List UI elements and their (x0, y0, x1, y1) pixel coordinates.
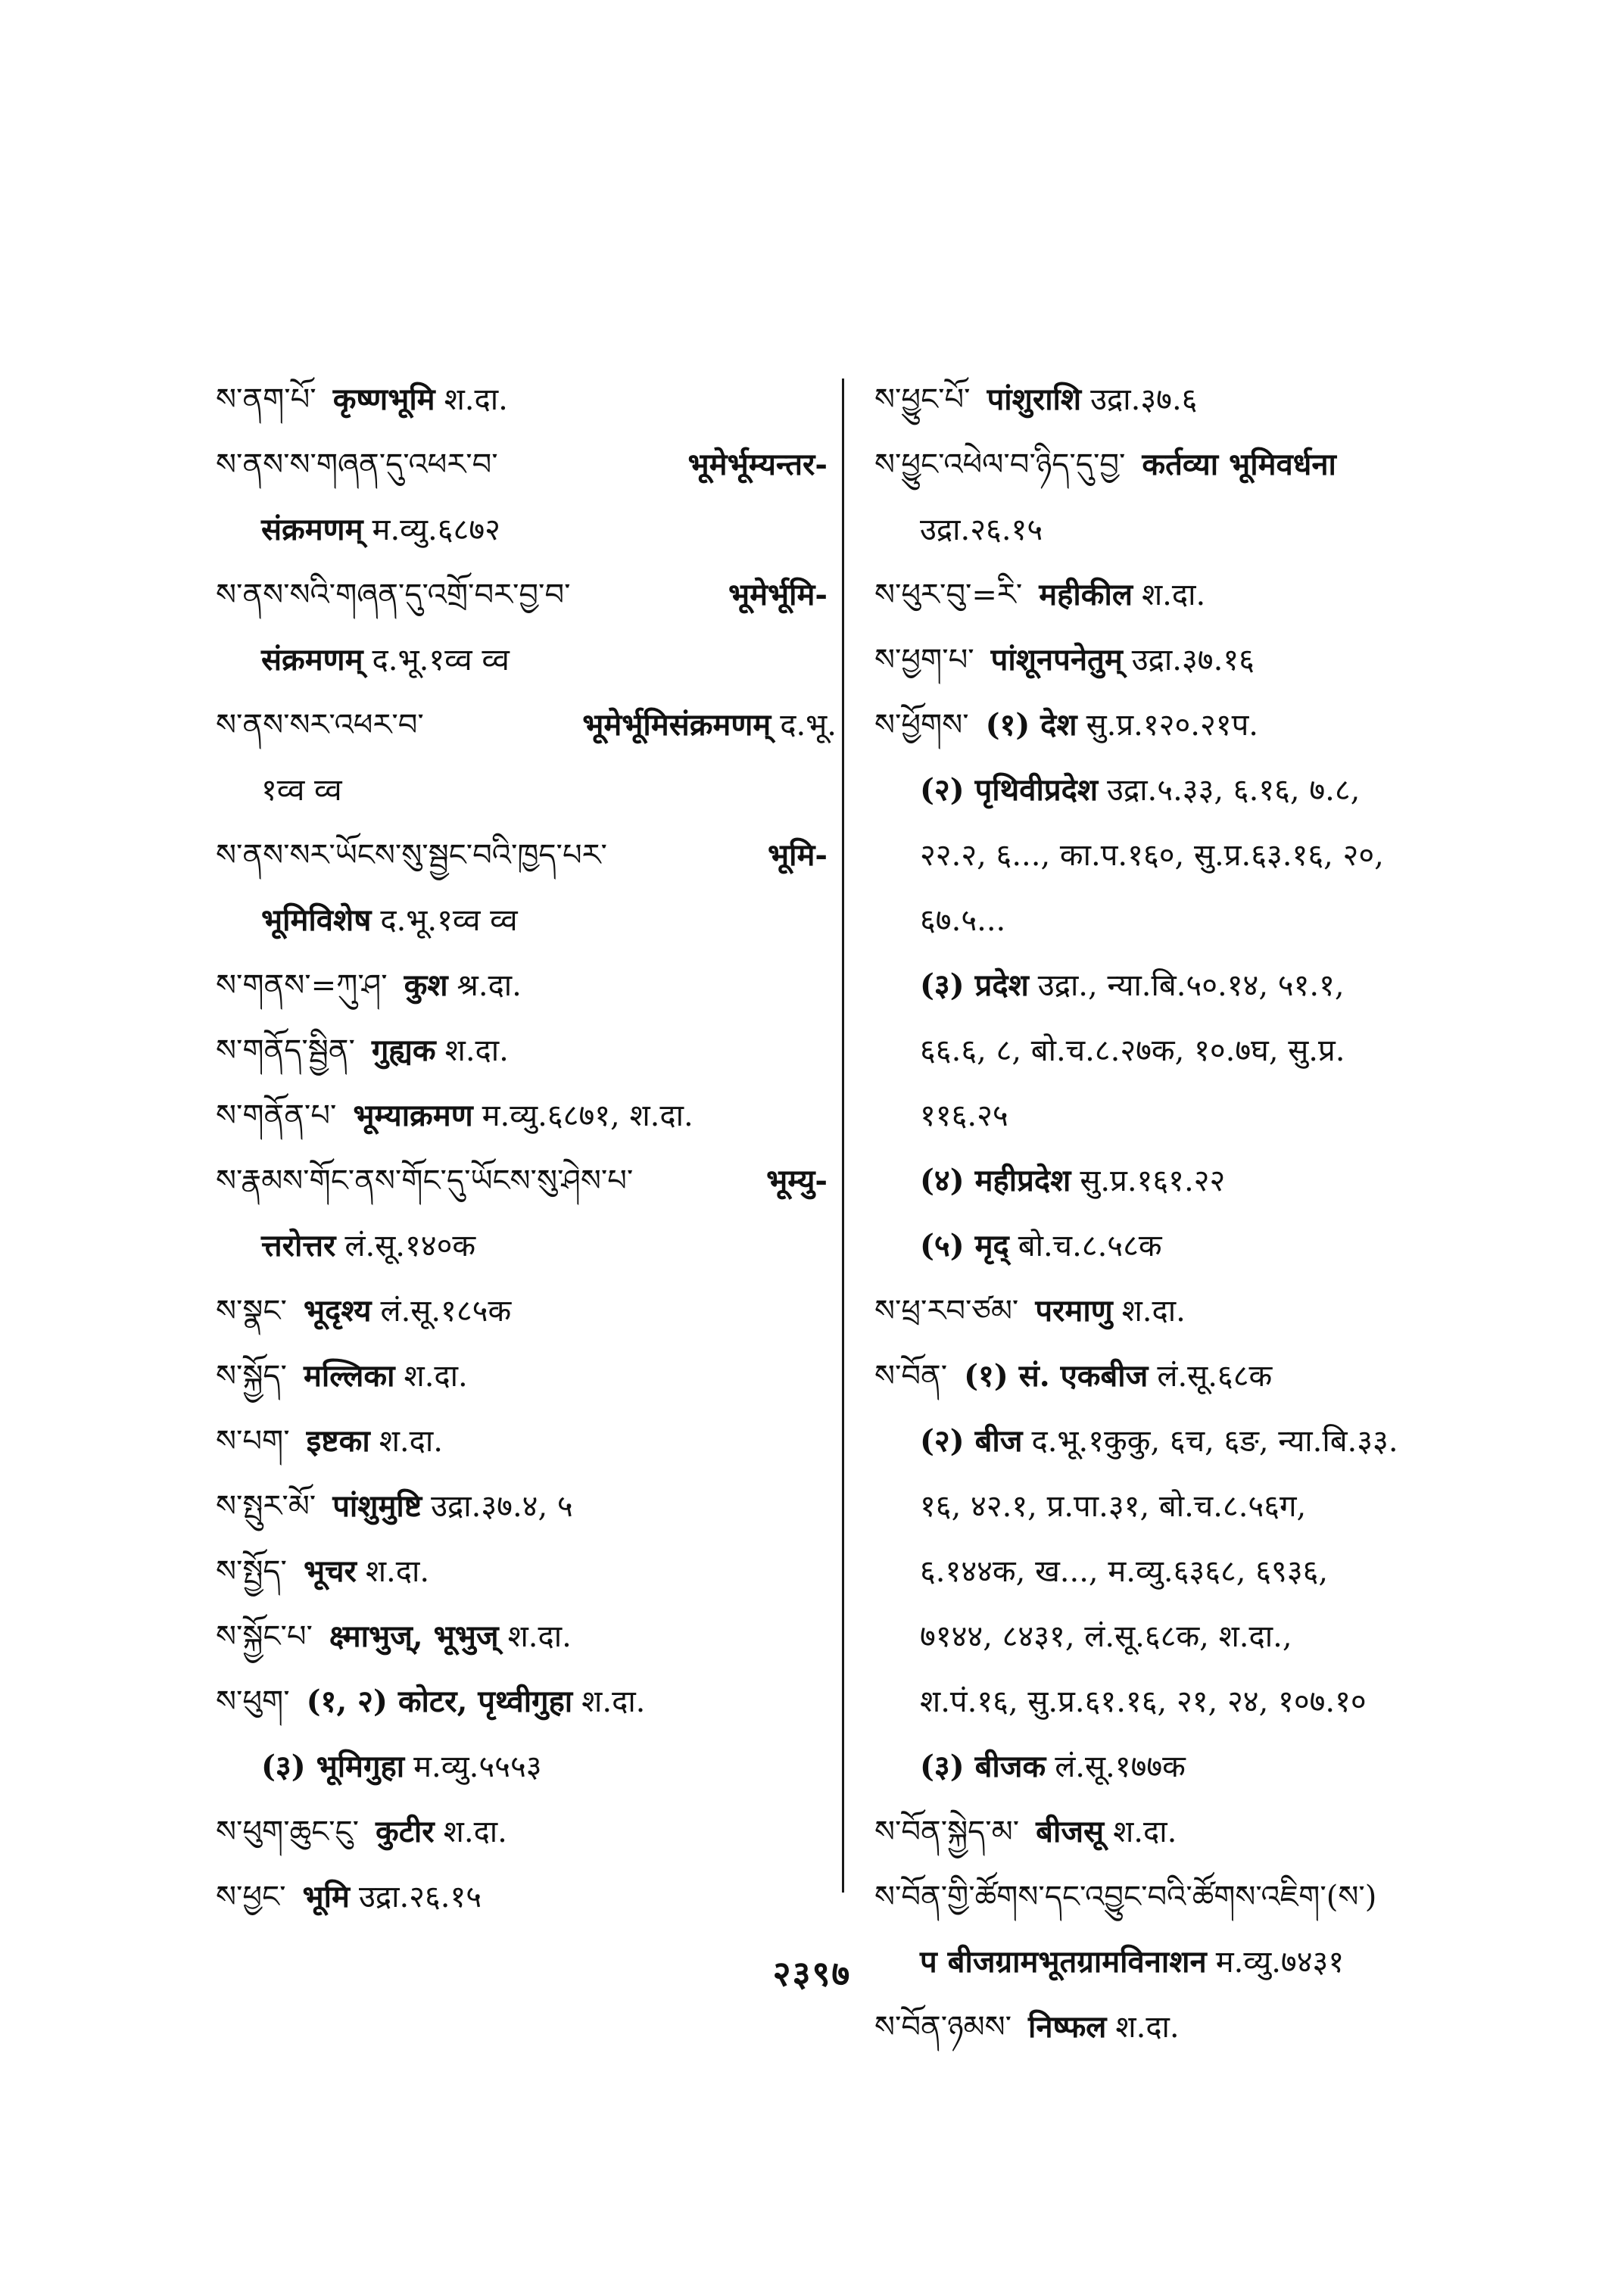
sanskrit-gloss: पांशुमुष्टि (332, 1488, 422, 1524)
source-reference: उद्रा.३७.१६ (1131, 643, 1255, 678)
dictionary-entry-line (216, 1279, 837, 1344)
sanskrit-gloss: (२) बीज (920, 1423, 1023, 1459)
dictionary-entry-line (874, 888, 1473, 953)
tibetan-headword: ས་ནས་སར་ཡོངས་སུ་སྦྱང་བའི་ཁྱད་པར་ (216, 838, 607, 873)
sanskrit-gloss: (१) सं. एकबीज (964, 1358, 1149, 1394)
tibetan-headword: ས་ནག་པོ་ (216, 382, 316, 417)
dictionary-entry-line (216, 1018, 837, 1083)
dictionary-entry-line (874, 367, 1473, 432)
entry-definition (372, 1018, 509, 1083)
source-reference: उद्रा.२६.१५ (358, 1880, 482, 1914)
dictionary-entry-line (216, 432, 837, 497)
entry-definition (307, 1669, 646, 1734)
entry-definition (261, 497, 500, 562)
sanskrit-gloss: गुह्यक (371, 1033, 436, 1068)
dictionary-entry-line (216, 1734, 837, 1799)
source-reference: ११६.२५ (920, 1098, 1008, 1133)
source-reference: ६७.५... (920, 903, 1006, 938)
entry-definition (920, 823, 1384, 888)
source-reference: श.दा. (1141, 578, 1206, 612)
entry-definition (1142, 432, 1345, 497)
entry-definition (920, 1734, 1186, 1799)
tibetan-headword: ས་ཕྱུང་པོ་ (874, 382, 971, 417)
dictionary-entry-line (874, 1995, 1473, 2060)
entry-definition (304, 1539, 429, 1604)
dictionary-entry-line (216, 1409, 837, 1474)
source-reference: श.दा. (444, 1033, 509, 1068)
sanskrit-gloss: निष्फल (1028, 2009, 1107, 2045)
dictionary-entry-line (874, 1344, 1473, 1409)
entry-definition (768, 823, 837, 888)
dictionary-entry-line (874, 1865, 1473, 1930)
tibetan-headword: ས་ཕྱོགས་ (874, 708, 969, 743)
source-reference: श.दा. (379, 1424, 443, 1459)
source-reference: श.दा. (443, 1815, 507, 1849)
sanskrit-gloss: (४) महीप्रदेश (920, 1163, 1071, 1198)
dictionary-entry-line (874, 1669, 1473, 1734)
entry-definition (920, 1604, 1292, 1669)
entry-definition (920, 1018, 1345, 1083)
source-reference: म.व्यु.७४३१ (1215, 1945, 1345, 1980)
left-column (216, 367, 837, 1930)
source-reference: श.दा. (404, 1359, 468, 1394)
sanskrit-gloss: कुश (404, 967, 448, 1003)
sanskrit-gloss: (१, २) कोटर, पृथ्वीगुहा (306, 1684, 573, 1719)
entry-definition (920, 1669, 1367, 1734)
entry-definition (920, 1148, 1225, 1213)
entry-definition (304, 1344, 468, 1409)
dictionary-entry-line (874, 497, 1473, 562)
dictionary-entry-line (216, 693, 837, 758)
dictionary-entry-line (216, 1799, 837, 1865)
sanskrit-gloss: भूम्यु- (766, 1163, 828, 1198)
sanskrit-gloss: प बीजग्रामभूतग्रामविनाशन (920, 1944, 1207, 1980)
tibetan-headword: ས་སྐྱོད་ (216, 1359, 287, 1394)
entry-definition (991, 628, 1255, 693)
entry-definition (920, 953, 1345, 1018)
tibetan-headword: ས་སྤྱོད་ (216, 1554, 287, 1589)
entry-definition (261, 758, 342, 823)
tibetan-headword: ས་གནོད་སྦྱིན་ (216, 1033, 355, 1068)
sanskrit-gloss: भूचर (303, 1553, 357, 1589)
dictionary-entry-line (874, 1213, 1473, 1279)
entry-definition (404, 953, 522, 1018)
source-reference: द.भू. (780, 708, 837, 743)
dictionary-entry-line (874, 1409, 1473, 1474)
tibetan-headword: ས་སྤུར་མོ་ (216, 1489, 316, 1524)
source-reference: लं.सू.६८क (1157, 1359, 1273, 1394)
entry-definition (1039, 562, 1205, 628)
source-reference: श.दा. (1113, 1815, 1177, 1849)
dictionary-entry-line (874, 1539, 1473, 1604)
entry-definition (920, 1409, 1398, 1474)
source-reference: श्र.दा. (457, 968, 522, 1003)
source-reference: उद्रा.३७.४, ५ (431, 1489, 573, 1524)
entry-definition (261, 1213, 475, 1279)
entry-definition (920, 1213, 1162, 1279)
dictionary-entry-line (874, 1474, 1473, 1539)
source-reference: म.व्यु.६८७२ (372, 512, 500, 547)
tibetan-headword: ས་བོན་གྱི་ཚོགས་དང་འབྱུང་བའི་ཚོགས་འཇིག་(ས་) (874, 1880, 1377, 1914)
sanskrit-gloss: त्तरोत्तर (261, 1228, 336, 1263)
source-reference: २२.२, ६..., का.प.१६०, सु.प्र.६३.१६, २०, (920, 838, 1384, 873)
source-reference: ७१४४, ८४३१, लं.सू.६८क, श.दा., (920, 1619, 1292, 1654)
dictionary-entry-line (874, 758, 1473, 823)
entry-definition (986, 693, 1258, 758)
entry-definition (964, 1344, 1272, 1409)
tibetan-headword: ས་ཕུག་ (216, 1684, 290, 1719)
source-reference: उद्रा., न्या.बि.५०.१४, ५१.१, (1037, 968, 1345, 1003)
sanskrit-gloss: भूमिविशेष (261, 902, 372, 938)
dictionary-entry-line (874, 432, 1473, 497)
entry-definition (920, 497, 1043, 562)
dictionary-entry-line (874, 953, 1473, 1018)
sanskrit-gloss: भूमि (302, 1879, 350, 1914)
dictionary-entry-line (216, 497, 837, 562)
entry-definition (920, 1083, 1008, 1148)
source-reference: श.दा. (365, 1554, 430, 1589)
right-column (874, 367, 1473, 2060)
source-reference: द.भू.१व्व व्व (380, 903, 518, 938)
source-reference: म.व्यु.५५५३ (413, 1749, 542, 1784)
sanskrit-gloss: भूदृश्य (303, 1293, 372, 1329)
source-reference: उद्रा.३७.६ (1090, 382, 1198, 417)
tibetan-headword: ས་ནས་ས་གཞན་དུ་འཕར་བ་ (216, 447, 498, 482)
tibetan-headword: ས་ཕུར་བུ་=རི་ (874, 578, 1023, 612)
source-reference: श.दा. (1115, 2010, 1180, 2045)
dictionary-entry-line (216, 1474, 837, 1539)
sanskrit-gloss: (३) बीजक (920, 1749, 1046, 1784)
entry-definition (987, 367, 1198, 432)
entry-definition (376, 1799, 507, 1865)
tibetan-headword: ས་གནོན་པ་ (216, 1098, 337, 1133)
column-divider (842, 379, 844, 1893)
entry-definition (688, 432, 837, 497)
dictionary-entry-line (874, 1279, 1473, 1344)
source-reference: श.दा. (444, 382, 508, 417)
dictionary-entry-line (216, 1539, 837, 1604)
tibetan-headword: ས་གནས་=ཀུ་ཤ་ (216, 968, 388, 1003)
tibetan-headword: ས་བོན་ཉམས་ (874, 2010, 1011, 2045)
entry-definition (329, 1604, 572, 1669)
dictionary-entry-line (216, 1865, 837, 1930)
tibetan-headword: ས་ནས་སར་འཕར་བ་ (216, 708, 424, 743)
tibetan-headword: ས་རྣམས་གོང་ནས་གོང་དུ་ཡོངས་སུ་ཤེས་པ་ (216, 1164, 634, 1198)
dictionary-entry-line (216, 628, 837, 693)
entry-definition (261, 628, 510, 693)
tibetan-headword: ས་བོན་ (874, 1359, 948, 1394)
entry-definition (920, 888, 1005, 953)
dictionary-entry-line (874, 628, 1473, 693)
sanskrit-gloss: महीकील (1039, 577, 1133, 612)
dictionary-entry-line (874, 1018, 1473, 1083)
tibetan-headword: ས་ཕྱུང་འཕེལ་བ་ཉིད་དུ་བྱ་ (874, 447, 1126, 482)
tibetan-headword: ས་ནས་སའི་གཞན་དུ་འགྲོ་བར་བྱ་བ་ (216, 578, 571, 612)
source-reference: लं.सू.१४०क (344, 1229, 476, 1263)
dictionary-entry-line (874, 1148, 1473, 1213)
sanskrit-gloss: (१) देश (985, 707, 1077, 743)
dictionary-entry-line (216, 367, 837, 432)
source-reference: लं.सू.१८५क (380, 1294, 512, 1329)
sanskrit-gloss: क्ष्माभुज्, भूभुज् (329, 1618, 499, 1654)
entry-definition (332, 1474, 573, 1539)
source-reference: १व्व व्व (261, 773, 342, 808)
tibetan-headword: ས་སྐྱོང་པ་ (216, 1619, 313, 1654)
entry-definition (261, 1734, 542, 1799)
dictionary-entry-line (216, 562, 837, 628)
entry-definition (333, 367, 508, 432)
tibetan-headword: ས་ཕྱག་པ་ (874, 643, 974, 678)
source-reference: ६६.६, ८, बो.च.८.२७क, १०.७घ, सु.प्र. (920, 1033, 1345, 1068)
page-number: २३९७ (772, 1953, 852, 1994)
sanskrit-gloss: बीजसू (1036, 1814, 1105, 1849)
entry-definition (920, 1539, 1328, 1604)
tibetan-headword: ས་པག་ (216, 1424, 290, 1459)
tibetan-headword: ས་ཕྲ་རབ་ཙམ་ (874, 1294, 1019, 1329)
sanskrit-gloss: (५) मृद् (920, 1228, 1009, 1263)
dictionary-entry-line (216, 1083, 837, 1148)
dictionary-entry-line (216, 823, 837, 888)
dictionary-entry-line (216, 1669, 837, 1734)
sanskrit-gloss: (३) प्रदेश (920, 967, 1029, 1003)
entry-definition (261, 888, 518, 953)
source-reference: श.दा. (1121, 1294, 1186, 1329)
entry-definition (353, 1083, 693, 1148)
sanskrit-gloss: भूम्याक्रमण (353, 1098, 473, 1133)
source-reference: लं.सू.१७७क (1055, 1749, 1186, 1784)
entry-definition (1036, 1799, 1177, 1865)
entry-definition (1035, 1279, 1186, 1344)
dictionary-entry-line (216, 888, 837, 953)
dictionary-entry-line (216, 1604, 837, 1669)
sanskrit-gloss: भूमेर्भूम्यन्तर- (687, 447, 828, 482)
dictionary-entry-line (216, 758, 837, 823)
sanskrit-gloss: परमाणु (1035, 1293, 1113, 1329)
dictionary-entry-line (216, 1344, 837, 1409)
dictionary-entry-line (874, 562, 1473, 628)
entry-definition (728, 562, 837, 628)
sanskrit-gloss: पांशूनपनेतुम् (990, 642, 1123, 678)
source-reference: श.दा. (581, 1684, 646, 1719)
tibetan-headword: ས་ཕྱང་ (216, 1880, 286, 1914)
dictionary-entry-line (216, 953, 837, 1018)
sanskrit-gloss: भूमेर्भूमिसंक्रमणम् (582, 707, 771, 743)
source-reference: सु.प्र.१६१.२२ (1080, 1164, 1226, 1198)
sanskrit-gloss: पांशुराशि (987, 382, 1082, 417)
source-reference: सु.प्र.१२०.२१प. (1086, 708, 1259, 743)
sanskrit-gloss: कुटीर (376, 1814, 435, 1849)
tibetan-headword: ས་ཕུག་ཆུང་ངུ་ (216, 1815, 360, 1849)
source-reference: १६, ४२.१, प्र.पा.३१, बो.च.८.५६ग, (920, 1489, 1307, 1524)
sanskrit-gloss: इष्टका (306, 1423, 370, 1459)
sanskrit-gloss: संक्रमणम् (261, 512, 363, 547)
dictionary-entry-line (874, 823, 1473, 888)
sanskrit-gloss: संक्रमणम् (261, 642, 363, 678)
entry-definition (766, 1148, 837, 1213)
sanskrit-gloss: (२) पृथिवीप्रदेश (920, 772, 1099, 808)
entry-definition (304, 1279, 511, 1344)
source-reference: म.व्यु.६८७१, श.दा. (482, 1098, 694, 1133)
dictionary-entry-line (216, 1148, 837, 1213)
source-reference: द.भू.१कुकु, ६च, ६ङ, न्या.बि.३३. (1031, 1424, 1398, 1459)
source-reference: ६.१४४क, ख..., म.व्यु.६३६८, ६९३६, (920, 1554, 1329, 1589)
source-reference: श.दा. (507, 1619, 572, 1654)
sanskrit-gloss: भूमेर्भूमि- (728, 577, 828, 612)
entry-definition (582, 693, 837, 758)
dictionary-entry-line (874, 1734, 1473, 1799)
entry-definition (307, 1409, 443, 1474)
sanskrit-gloss: भूमि- (767, 837, 828, 873)
entry-definition (303, 1865, 482, 1930)
tibetan-headword: ས་བོན་སྐྱེད་མ་ (874, 1815, 1020, 1849)
dictionary-entry-line (216, 1213, 837, 1279)
sanskrit-gloss: (३) भूमिगुहा (261, 1749, 405, 1784)
entry-definition (920, 1474, 1306, 1539)
dictionary-entry-line (874, 1083, 1473, 1148)
tibetan-headword: ས་སྣང་ (216, 1294, 287, 1329)
sanskrit-gloss: कर्तव्या भूमिवर्धना (1142, 447, 1336, 482)
source-reference: उद्रा.५.३३, ६.१६, ७.८, (1107, 773, 1361, 808)
dictionary-entry-line (874, 1799, 1473, 1865)
entry-definition (920, 758, 1360, 823)
sanskrit-gloss: कृष्णभूमि (332, 382, 435, 417)
dictionary-entry-line (874, 693, 1473, 758)
source-reference: श.पं.१६, सु.प्र.६१.१६, २१, २४, १०७.१० (920, 1684, 1367, 1719)
source-reference: द.भू.१व्व व्व (372, 643, 510, 678)
source-reference: उद्रा.२६.१५ (920, 512, 1043, 547)
sanskrit-gloss: मल्लिका (303, 1358, 395, 1394)
entry-definition (1028, 1995, 1180, 2060)
dictionary-entry-line (874, 1604, 1473, 1669)
source-reference: बो.च.८.५८क (1018, 1229, 1162, 1263)
